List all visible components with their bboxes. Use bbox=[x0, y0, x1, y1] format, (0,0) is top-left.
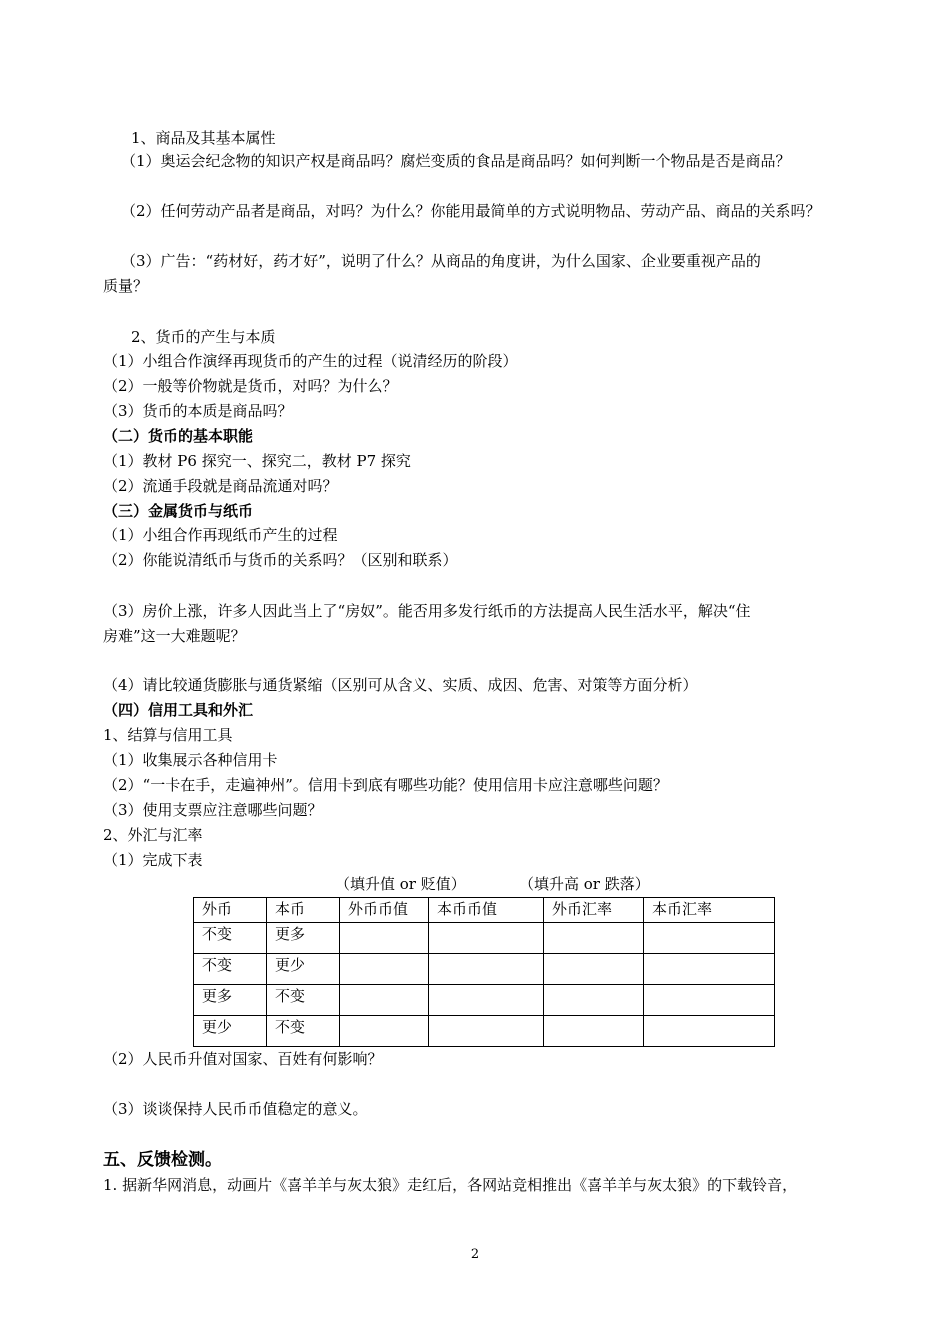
question-line: 质量？ bbox=[103, 277, 149, 295]
table-hint-rate: （填升高 or 跌落） bbox=[519, 875, 650, 893]
table-cell[interactable] bbox=[544, 1016, 644, 1047]
table-cell[interactable] bbox=[544, 985, 644, 1016]
table-cell[interactable] bbox=[429, 923, 544, 954]
table-cell[interactable] bbox=[429, 954, 544, 985]
question-line: （2）流通手段就是商品流通对吗？ bbox=[103, 477, 338, 495]
table-hint-value: （填升值 or 贬值） bbox=[335, 875, 466, 893]
table-cell[interactable] bbox=[644, 985, 775, 1016]
table-cell[interactable] bbox=[644, 923, 775, 954]
question-line: （1）教材 P6 探究一、探究二，教材 P7 探究 bbox=[103, 452, 411, 470]
table-cell[interactable] bbox=[644, 1016, 775, 1047]
question-line: （3）广告：“药材好，药才好”，说明了什么？从商品的角度讲，为什么国家、企业要重视产品的 bbox=[121, 252, 761, 270]
table-cell: 更少 bbox=[267, 954, 340, 985]
question-line: （3）房价上涨，许多人因此当上了“房奴”。能否用多发行纸币的方法提高人民生活水平，解决“住 bbox=[103, 602, 751, 620]
table-cell: 不变 bbox=[194, 923, 267, 954]
table-header-cell: 本币币值 bbox=[429, 898, 544, 923]
table-cell: 更多 bbox=[267, 923, 340, 954]
table-cell: 更多 bbox=[194, 985, 267, 1016]
section-heading: （三）金属货币与纸币 bbox=[103, 502, 254, 520]
table-header-cell: 外币 bbox=[194, 898, 267, 923]
heading-money: 2、货币的产生与本质 bbox=[131, 328, 276, 346]
question-line: （3）使用支票应注意哪些问题？ bbox=[103, 801, 323, 819]
section-heading: （二）货币的基本职能 bbox=[103, 427, 254, 445]
question-line: （2）“一卡在手，走遍神州”。信用卡到底有哪些功能？使用信用卡应注意哪些问题？ bbox=[103, 776, 668, 794]
heading-commodity: 1、商品及其基本属性 bbox=[131, 129, 276, 147]
question-line: （2）任何劳动产品者是商品，对吗？为什么？你能用最简单的方式说明物品、劳动产品、商品的关系吗？ bbox=[121, 202, 821, 220]
question-line: （1）完成下表 bbox=[103, 851, 203, 869]
table-cell[interactable] bbox=[544, 954, 644, 985]
subheading: 2、外汇与汇率 bbox=[103, 826, 203, 844]
table-cell: 不变 bbox=[194, 954, 267, 985]
table-header-cell: 本币 bbox=[267, 898, 340, 923]
question-line: （1）奥运会纪念物的知识产权是商品吗？腐烂变质的食品是商品吗？如何判断一个物品是否是商品？ bbox=[121, 152, 791, 170]
table-cell[interactable] bbox=[644, 954, 775, 985]
table-cell: 不变 bbox=[267, 985, 340, 1016]
question-line: （4）请比较通货膨胀与通货紧缩（区别可从含义、实质、成因、危害、对策等方面分析） bbox=[103, 676, 698, 694]
table-cell[interactable] bbox=[340, 954, 429, 985]
table-cell[interactable] bbox=[429, 1016, 544, 1047]
question-line: （3）谈谈保持人民币币值稳定的意义。 bbox=[103, 1100, 368, 1118]
exchange-rate-table bbox=[193, 897, 775, 1047]
table-row bbox=[194, 923, 775, 954]
table-cell[interactable] bbox=[340, 923, 429, 954]
question-line: （1）收集展示各种信用卡 bbox=[103, 751, 278, 769]
table-header-cell: 本币汇率 bbox=[644, 898, 775, 923]
section-heading: （四）信用工具和外汇 bbox=[103, 701, 254, 719]
table-cell[interactable] bbox=[544, 923, 644, 954]
table-cell: 更少 bbox=[194, 1016, 267, 1047]
question-line: （2）一般等价物就是货币，对吗？为什么？ bbox=[103, 377, 398, 395]
table-cell[interactable] bbox=[340, 1016, 429, 1047]
question-line: （3）货币的本质是商品吗？ bbox=[103, 402, 293, 420]
page-number: 2 bbox=[470, 1247, 480, 1262]
table-cell[interactable] bbox=[429, 985, 544, 1016]
exercise-line: 1. 据新华网消息，动画片《喜羊羊与灰太狼》走红后，各网站竞相推出《喜羊羊与灰太狼》的下载铃音， bbox=[103, 1176, 798, 1194]
table-header-cell: 外币汇率 bbox=[544, 898, 644, 923]
question-line: （2）人民币升值对国家、百姓有何影响？ bbox=[103, 1050, 383, 1068]
table-row bbox=[194, 954, 775, 985]
question-line: （2）你能说清纸币与货币的关系吗？（区别和联系） bbox=[103, 551, 458, 569]
table-header-row bbox=[194, 898, 775, 923]
table-row bbox=[194, 985, 775, 1016]
section-heading-feedback: 五、反馈检测。 bbox=[103, 1150, 222, 1170]
table-row bbox=[194, 1016, 775, 1047]
question-line: （1）小组合作再现纸币产生的过程 bbox=[103, 526, 338, 544]
question-line: 房难”这一大难题呢？ bbox=[103, 627, 246, 645]
question-line: （1）小组合作演绎再现货币的产生的过程（说清经历的阶段） bbox=[103, 352, 518, 370]
subheading: 1、结算与信用工具 bbox=[103, 726, 233, 744]
table-cell: 不变 bbox=[267, 1016, 340, 1047]
table-header-cell: 外币币值 bbox=[340, 898, 429, 923]
table-cell[interactable] bbox=[340, 985, 429, 1016]
